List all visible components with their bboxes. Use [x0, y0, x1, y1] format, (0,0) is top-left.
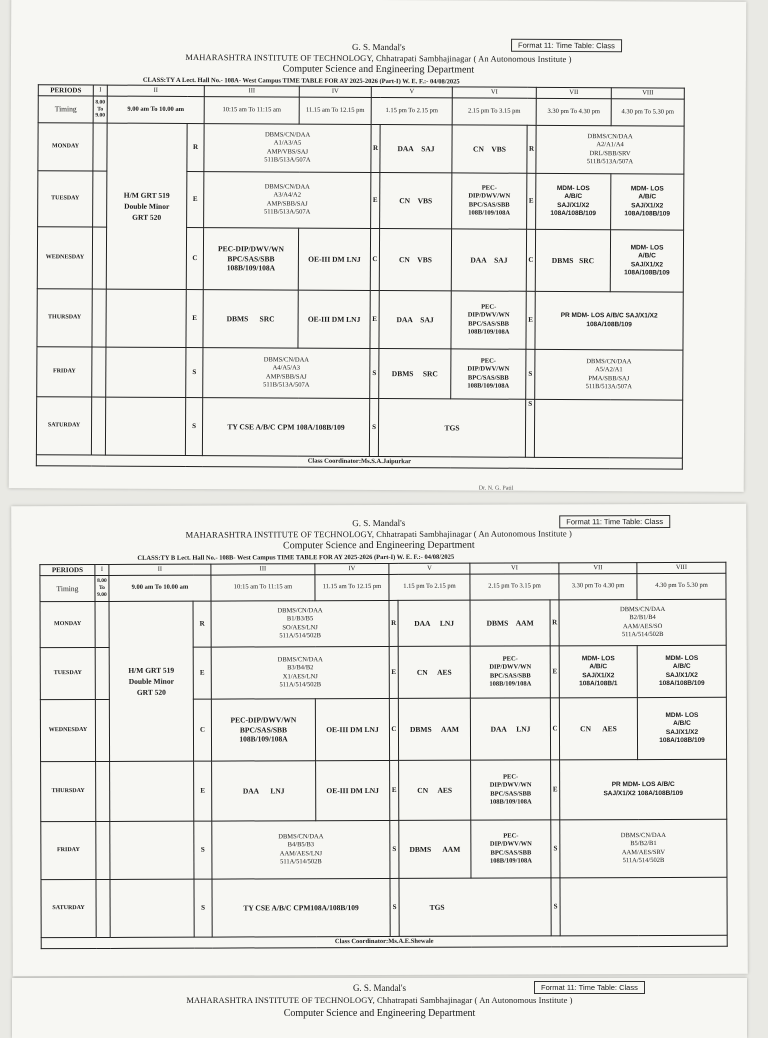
hm-double-minor [109, 601, 194, 761]
pec-cell: PEC- DIP/DWV/WN BPC/SAS/SBB 108B/109/108A [471, 820, 551, 878]
break-letter: S [186, 347, 203, 397]
lecture-cell [380, 173, 452, 229]
timing-row [40, 573, 726, 601]
timing-slot: 2.15 pm To 3.15 pm [452, 98, 536, 125]
subject: DAA [242, 786, 260, 796]
pec-cell: PEC- DIP/DWV/WN BPC/SAS/SBB 108B/109/108A [470, 646, 550, 698]
hm-line: H/M GRT 519 [123, 190, 170, 200]
day-label: WEDNESDAY [37, 227, 92, 289]
break-letter: R [527, 125, 536, 173]
periods-header: PERIODS [40, 564, 95, 575]
break-letter: E [186, 289, 203, 347]
break-letter: E [371, 172, 380, 228]
break-letter: S [194, 879, 212, 937]
break-letter: S [390, 878, 399, 936]
break-letter: C [193, 699, 211, 761]
lab-batch-cell: DBMS/CN/DAA B4/B5/B3 AAM/AES/LNJ 511A/514/502B [212, 820, 390, 879]
coordinator-row [36, 455, 682, 469]
faculty: AAM [442, 844, 461, 854]
subject: DAA [397, 143, 414, 154]
faculty: SAJ [494, 255, 508, 265]
timing-slot: 10:15 am To 11:15 am [204, 97, 299, 124]
day-label: SATURDAY [41, 879, 96, 937]
faculty: VBS [417, 255, 432, 265]
break-letter: R [389, 600, 398, 646]
pec-cell: PEC- DIP/DWV/WN BPC/SAS/SBB 108B/109/108A [452, 173, 527, 229]
lecture-cell [535, 229, 610, 291]
period-label: IV [299, 86, 371, 97]
timing-slot: 3.30 pm To 4.30 pm [559, 574, 637, 600]
subject: DBMS [409, 724, 432, 734]
timing-slot: 4.30 pm To 5.30 pm [611, 99, 684, 126]
lab-batch-cell: DBMS/CN/DAA A5/A2/A1 PMA/SBB/SAJ 511B/513A/507A [535, 349, 683, 400]
lecture-cell [379, 349, 451, 399]
timing-slot: 11.15 am To 12.15 pm [315, 574, 389, 600]
subject: CN [473, 144, 484, 154]
break-letter: E [194, 761, 212, 821]
timing-slot: 10:15 am To 11:15 am [211, 575, 315, 601]
mdm-cell: MDM- LOS A/B/C SAJ/X1/X2 108A/108B/109 [610, 230, 683, 292]
class-coordinator: Class Coordinator:Ms.S.A.Jaipurkar [36, 455, 682, 469]
break-letter: S [370, 348, 379, 398]
org-name: G. S. Mandal's [351, 41, 406, 53]
timing-slot: 2.15 pm To 3.15 pm [470, 574, 559, 600]
signature-name: Dr. N. G. Patil [478, 485, 514, 492]
subject: CN [398, 254, 410, 264]
period-label: VII [536, 87, 611, 98]
tgs-cell: TGS [399, 878, 551, 937]
pec-cell: PEC-DIP/DWV/WN BPC/SAS/SBB 108B/109/108A [211, 699, 315, 761]
subject: DAA [414, 618, 431, 628]
faculty: AES [437, 667, 452, 677]
hm-line: Double Minor [124, 201, 170, 211]
lecture-cell [451, 229, 526, 291]
timing-row [38, 96, 684, 126]
lecture-cell [203, 290, 298, 348]
lab-batch-cell: DBMS/CN/DAA B1/B3/B5 SO/AES/LNJ 511A/514/502B [211, 600, 389, 647]
subject: DBMS [391, 368, 414, 379]
subject: DAA [396, 314, 413, 324]
period-label: II [107, 85, 204, 97]
break-letter: R [187, 124, 204, 172]
hm-double-minor [106, 123, 187, 289]
department-name: Computer Science and Engineering Department [282, 63, 475, 76]
timetable-sheet-ty-b [11, 504, 748, 977]
pec-cell: PEC- DIP/DWV/WN BPC/SAS/SBB 108B/109/108A [451, 349, 526, 399]
lecture-cell [399, 760, 471, 820]
lecture-cell [398, 698, 470, 760]
break-letter: E [187, 172, 204, 228]
saturday-row [41, 877, 727, 937]
timing-slot: 1.15 pm To 2.15 pm [389, 574, 470, 600]
break-letter: C [370, 228, 379, 290]
timetable [39, 562, 727, 949]
subject: DBMS [551, 255, 574, 265]
hm-line: GRT 520 [132, 212, 162, 222]
break-letter: S [526, 349, 535, 399]
break-letter: S [194, 821, 212, 879]
day-label: MONDAY [38, 123, 93, 171]
break-letter: R [193, 601, 211, 647]
tgs-cell: TGS [378, 399, 525, 458]
day-label: WEDNESDAY [40, 699, 95, 761]
class-coordinator: Class Coordinator:Ms.A.E.Shewale [41, 935, 727, 948]
timing-slot: 3.30 pm To 4.30 pm [536, 98, 611, 125]
mdm-cell: MDM- LOS A/B/C SAJ/X1/X2 108A/108B/109 [536, 173, 611, 229]
lab-batch-cell: DBMS/CN/DAA A4/A5/A3 AMP/SBB/SAJ 511B/513A/507A [203, 348, 370, 399]
period-label: VI [470, 563, 559, 574]
timing-slot: 9.00 am To 10.00 am [109, 575, 211, 601]
day-label: TUESDAY [38, 171, 93, 227]
break-letter: S [369, 398, 378, 456]
monday-row [38, 123, 684, 174]
institute-name: MAHARASHTRA INSTITUTE OF TECHNOLOGY, Chhatrapati Sambhajinagar ( An Autonomous Institute ) [185, 528, 572, 540]
timing-slot: 8.00 To 9.00 [95, 575, 109, 601]
faculty: AES [602, 723, 617, 734]
subject: DBMS [486, 618, 509, 628]
break-letter: C [526, 229, 535, 291]
period-label: VIII [637, 562, 726, 573]
cpm-cell: TY CSE A/B/C CPM 108A/108B/109 [202, 398, 369, 457]
period-label: VI [452, 87, 536, 98]
friday-row [41, 819, 727, 879]
break-letter: C [389, 698, 398, 760]
timetable-sheet-partial [12, 978, 747, 1038]
timing-slot: 8.00 To 9.00 [93, 96, 107, 123]
cpm-cell: TY CSE A/B/C CPM108A/108B/109 [212, 878, 390, 937]
monday-row [40, 599, 726, 647]
format-label: Format 11: Time Table: Class [534, 981, 645, 994]
break-letter: S [390, 820, 399, 878]
break-letter: R [371, 124, 380, 172]
break-letter: E [370, 290, 379, 348]
org-name: G. S. Mandal's [352, 517, 406, 529]
mdm-cell: MDM- LOS A/B/C SAJ/X1/X2 108A/108B/1 [559, 646, 637, 698]
day-label: TUESDAY [40, 647, 95, 699]
department-name: Computer Science and Engineering Department [282, 539, 475, 552]
period-label: V [389, 563, 470, 574]
period-label: III [204, 86, 299, 97]
lecture-cell [452, 125, 527, 173]
timing-slot: 11.15 am To 12.15 pm [299, 97, 371, 124]
department-name: Computer Science and Engineering Department [283, 1008, 476, 1019]
faculty: AAM [515, 618, 534, 628]
break-letter: E [193, 647, 211, 699]
institute-name: MAHARASHTRA INSTITUTE OF TECHNOLOGY, Chhatrapati Sambhajinagar ( An Autonomous Institute ) [185, 51, 572, 65]
lecture-cell [398, 600, 470, 646]
faculty: VBS [417, 196, 433, 206]
lab-batch-cell: DBMS/CN/DAA A1/A3/A5 AMP/VBS/SAJ 511B/513A/507A [204, 124, 371, 173]
class-info-line: CLASS:TY A Lect. Hall No.- 108A- West Campus TIME TABLE FOR AY 2025-2026 (Part-I) W. E. F.:- 04/08/2025 [142, 76, 460, 86]
period-label: VIII [611, 88, 684, 99]
break-letter: S [551, 820, 560, 878]
faculty: SRC [259, 314, 275, 324]
break-letter: E [527, 173, 536, 229]
mdm-cell: MDM- LOS A/B/C SAJ/X1/X2 108A/108B/109 [611, 174, 684, 230]
day-label: SATURDAY [36, 397, 91, 455]
day-label: THURSDAY [41, 761, 96, 821]
faculty: LNJ [270, 786, 285, 796]
lecture-cell [470, 698, 550, 760]
subject: CN [399, 195, 411, 205]
oe-cell: OE-III DM LNJ [315, 698, 389, 760]
period-label: IV [315, 563, 389, 574]
period-label: V [371, 86, 452, 97]
thursday-row [41, 759, 727, 821]
period-label: I [95, 564, 109, 575]
faculty: AAM [441, 724, 459, 734]
subject: DAA [490, 724, 507, 734]
subject: CN [416, 667, 428, 677]
period-label: III [211, 564, 315, 575]
oe-cell: OE-III DM LNJ [298, 290, 370, 348]
lab-batch-cell: DBMS/CN/DAA A2/A1/A4 DRL/SBB/SRV 511B/513A/507A [536, 125, 684, 174]
hm-line: Double Minor [128, 676, 174, 686]
break-letter: E [526, 291, 535, 349]
timetable [36, 84, 685, 469]
break-letter: R [550, 600, 559, 646]
timing-slot: 9.00 am To 10.00 am [107, 96, 204, 124]
timing-header: Timing [40, 575, 95, 601]
timing-slot: 1.15 pm To 2.15 pm [371, 97, 452, 124]
mdm-cell: MDM- LOS A/B/C SAJ/X1/X2 108A/108B/109 [637, 645, 726, 697]
timing-header: Timing [38, 96, 93, 123]
lab-batch-cell: DBMS/CN/DAA B3/B4/B2 X1/AES/LNJ 511A/514/502B [211, 646, 389, 699]
institute-name: MAHARASHTRA INSTITUTE OF TECHNOLOGY, Chhatrapati Sambhajinagar ( An Autonomous Institute ) [186, 995, 573, 1005]
subject: DBMS [409, 844, 432, 854]
lecture-cell [379, 229, 451, 291]
break-letter: C [550, 698, 559, 760]
format-label: Format 11: Time Table: Class [559, 515, 670, 528]
lab-batch-cell: DBMS/CN/DAA A3/A4/A2 AMP/SBB/SAJ 511B/513A/507A [204, 172, 371, 229]
class-info-line: CLASS:TY B Lect. Hall No.- 108B- West Campus TIME TABLE FOR AY 2025-2026 (Part-I) W. E. F.:- 04/08/2025 [137, 553, 455, 562]
break-letter: S [525, 399, 534, 457]
lecture-cell [212, 761, 316, 821]
mdm-cell: MDM- LOS A/B/C SAJ/X1/X2 108A/108B/109 [637, 697, 726, 759]
pec-cell: PEC- DIP/DWV/WN BPC/SAS/SBB 108B/109/108A [471, 760, 551, 820]
subject: DAA [470, 255, 487, 265]
pec-cell: PEC-DIP/DWV/WN BPC/SAS/SBB 108B/109/108A [203, 228, 298, 290]
break-letter: E [551, 760, 560, 820]
coordinator-row [41, 935, 727, 948]
faculty: SAJ [420, 315, 434, 325]
lab-batch-cell: DBMS/CN/DAA B2/B1/B4 AAM/AES/SO 511A/514/502B [559, 599, 726, 646]
faculty: LNJ [516, 724, 531, 734]
break-letter: S [185, 397, 202, 455]
faculty: LNJ [439, 618, 455, 628]
lecture-cell [470, 600, 550, 646]
lecture-cell [380, 125, 452, 173]
subject: CN [417, 785, 429, 795]
thursday-row [37, 289, 683, 350]
org-name: G. S. Mandal's [352, 983, 407, 993]
faculty: SRC [579, 255, 595, 265]
subject: CN [580, 724, 592, 734]
mdm-practical-cell: PR MDM- LOS A/B/C SAJ/X1/X2 108A/108B/109 [535, 291, 683, 350]
hm-line: GRT 520 [136, 687, 166, 697]
break-letter: E [390, 760, 399, 820]
oe-cell: OE-III DM LNJ [316, 760, 390, 820]
saturday-row [36, 397, 682, 458]
periods-header: PERIODS [38, 85, 93, 96]
timetable-sheet-ty-a [9, 0, 747, 492]
break-letter: S [551, 878, 560, 936]
break-letter: E [389, 646, 398, 698]
faculty: AES [437, 785, 453, 795]
day-label: MONDAY [40, 601, 95, 647]
pec-cell: PEC- DIP/DWV/WN BPC/SAS/SBB 108B/109/108A [451, 291, 526, 349]
lecture-cell [398, 646, 470, 698]
hm-line: H/M GRT 519 [128, 665, 175, 675]
period-label: II [109, 564, 211, 575]
lecture-cell [379, 291, 451, 349]
faculty: SRC [422, 369, 438, 379]
day-label: THURSDAY [37, 289, 92, 347]
friday-row [37, 347, 683, 400]
subject: DBMS [226, 314, 249, 324]
break-letter: C [186, 228, 203, 290]
break-letter: E [550, 646, 559, 698]
timing-slot: 4.30 pm To 5.30 pm [637, 573, 726, 599]
format-label: Format 11: Time Table: Class [511, 39, 622, 53]
period-label: I [93, 85, 107, 96]
faculty: SAJ [421, 144, 435, 154]
lecture-cell [559, 698, 637, 760]
mdm-practical-cell: PR MDM- LOS A/B/C SAJ/X1/X2 108A/108B/109 [560, 759, 727, 820]
period-label: VII [559, 563, 637, 574]
day-label: FRIDAY [37, 347, 92, 397]
day-label: FRIDAY [41, 821, 96, 879]
faculty: VBS [491, 144, 507, 154]
oe-cell: OE-III DM LNJ [298, 228, 370, 290]
lecture-cell [399, 820, 471, 878]
lab-batch-cell: DBMS/CN/DAA B5/B2/B1 AAM/AES/SRV 511A/514/502B [560, 819, 727, 878]
